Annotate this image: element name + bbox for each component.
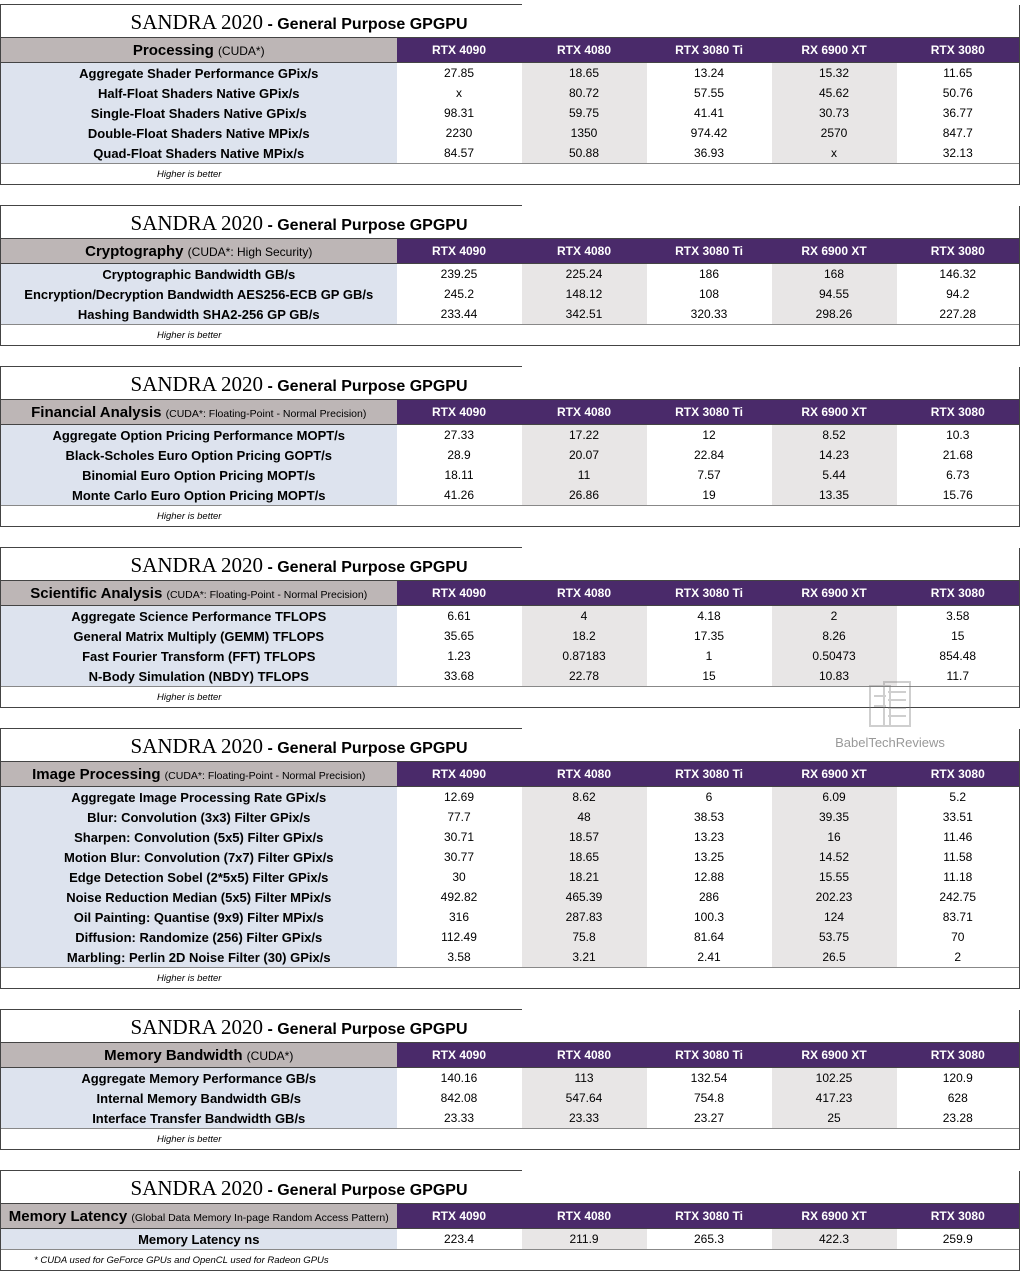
row-label: Oil Painting: Quantise (9x9) Filter MPix/s	[1, 907, 397, 927]
table-row	[1, 1068, 1020, 1089]
gpu-column-header: RX 6900 XT	[772, 400, 897, 425]
value-cell: 286	[647, 887, 772, 907]
table-row	[1, 83, 1020, 103]
higher-is-better-note: Higher is better	[157, 972, 222, 984]
section-title	[1, 1171, 522, 1204]
building-logo-icon	[870, 682, 910, 726]
value-cell: 3.58	[397, 947, 522, 968]
row-label: Aggregate Image Processing Rate GPix/s	[1, 787, 397, 808]
value-cell: 113	[522, 1068, 647, 1089]
row-label: Aggregate Option Pricing Performance MOPT/s	[1, 425, 397, 446]
gpu-column-header: RTX 4090	[397, 1043, 522, 1068]
title-main: SANDRA 2020	[130, 211, 263, 235]
section-name: Image Processing	[32, 765, 161, 783]
value-cell: 18.11	[397, 465, 522, 485]
value-cell: 41.41	[647, 103, 772, 123]
title-main: SANDRA 2020	[130, 734, 263, 758]
title-sub: - General Purpose GPGPU	[267, 1182, 468, 1199]
value-cell: 100.3	[647, 907, 772, 927]
value-cell: 12.69	[397, 787, 522, 808]
table-row	[1, 1229, 1020, 1250]
value-cell: 13.25	[647, 847, 772, 867]
value-cell: 10.83	[772, 666, 897, 687]
value-cell: 57.55	[647, 83, 772, 103]
value-cell: 14.52	[772, 847, 897, 867]
section-title	[1, 548, 522, 581]
gpu-column-header: RTX 3080 Ti	[647, 1204, 772, 1229]
value-cell: 124	[772, 907, 897, 927]
table-row	[1, 606, 1020, 627]
value-cell: 83.71	[897, 907, 1020, 927]
value-cell: 974.42	[647, 123, 772, 143]
table-row	[1, 63, 1020, 84]
row-label: Black-Scholes Euro Option Pricing GOPT/s	[1, 445, 397, 465]
benchmark-table	[0, 1009, 1020, 1150]
value-cell: 50.76	[897, 83, 1020, 103]
value-cell: 59.75	[522, 103, 647, 123]
value-cell: 11.7	[897, 666, 1020, 687]
value-cell: 2	[772, 606, 897, 627]
table-row	[1, 1108, 1020, 1129]
value-cell: 186	[647, 264, 772, 285]
section-header	[1, 38, 397, 63]
row-label: Diffusion: Randomize (256) Filter GPix/s	[1, 927, 397, 947]
value-cell: 77.7	[397, 807, 522, 827]
value-cell: 320.33	[647, 304, 772, 325]
value-cell: 27.85	[397, 63, 522, 84]
section-name: Financial Analysis	[31, 403, 162, 421]
value-cell: 94.2	[897, 284, 1020, 304]
value-cell: 245.2	[397, 284, 522, 304]
table-row	[1, 847, 1020, 867]
value-cell: 98.31	[397, 103, 522, 123]
table-row	[1, 907, 1020, 927]
title-sub: - General Purpose GPGPU	[267, 559, 468, 576]
value-cell: 547.64	[522, 1088, 647, 1108]
table-row	[1, 887, 1020, 907]
table-row	[1, 807, 1020, 827]
value-cell: 12.88	[647, 867, 772, 887]
value-cell: 17.35	[647, 626, 772, 646]
value-cell: 94.55	[772, 284, 897, 304]
value-cell: 26.86	[522, 485, 647, 506]
section-header	[1, 400, 397, 425]
value-cell: 223.4	[397, 1229, 522, 1250]
section-name: Scientific Analysis	[30, 584, 163, 602]
benchmark-table	[0, 728, 1020, 989]
title-main: SANDRA 2020	[130, 372, 263, 396]
higher-is-better-note: Higher is better	[157, 329, 222, 341]
row-label: Memory Latency ns	[1, 1229, 397, 1250]
gpu-column-header: RTX 4080	[522, 1043, 647, 1068]
value-cell: 8.26	[772, 626, 897, 646]
gpu-column-header: RTX 3080	[897, 239, 1020, 264]
value-cell: 22.78	[522, 666, 647, 687]
table-row	[1, 867, 1020, 887]
value-cell: 17.22	[522, 425, 647, 446]
gpu-column-header: RX 6900 XT	[772, 762, 897, 787]
value-cell: 6	[647, 787, 772, 808]
value-cell: 23.33	[397, 1108, 522, 1129]
row-label: Blur: Convolution (3x3) Filter GPix/s	[1, 807, 397, 827]
section-header	[1, 239, 397, 264]
gpu-column-header: RX 6900 XT	[772, 1204, 897, 1229]
value-cell: 15	[897, 626, 1020, 646]
value-cell: 39.35	[772, 807, 897, 827]
value-cell: 80.72	[522, 83, 647, 103]
value-cell: 13.35	[772, 485, 897, 506]
value-cell: 140.16	[397, 1068, 522, 1089]
row-label: Binomial Euro Option Pricing MOPT/s	[1, 465, 397, 485]
row-label: Motion Blur: Convolution (7x7) Filter GPix/s	[1, 847, 397, 867]
value-cell: 754.8	[647, 1088, 772, 1108]
gpu-column-header: RTX 4090	[397, 581, 522, 606]
higher-is-better-note: Higher is better	[157, 1133, 222, 1145]
section-header	[1, 1204, 397, 1229]
value-cell: 11.46	[897, 827, 1020, 847]
value-cell: 0.50473	[772, 646, 897, 666]
value-cell: 50.88	[522, 143, 647, 164]
title-sub: - General Purpose GPGPU	[267, 1021, 468, 1038]
gpu-column-header: RX 6900 XT	[772, 239, 897, 264]
value-cell: 146.32	[897, 264, 1020, 285]
value-cell: 7.57	[647, 465, 772, 485]
value-cell: 6.73	[897, 465, 1020, 485]
value-cell: 239.25	[397, 264, 522, 285]
value-cell: 1	[647, 646, 772, 666]
row-label: Hashing Bandwidth SHA2-256 GP GB/s	[1, 304, 397, 325]
watermark-text: BabelTechReviews	[835, 735, 945, 750]
table-row	[1, 465, 1020, 485]
row-label: Interface Transfer Bandwidth GB/s	[1, 1108, 397, 1129]
value-cell: 70	[897, 927, 1020, 947]
title-sub: - General Purpose GPGPU	[267, 217, 468, 234]
value-cell: 148.12	[522, 284, 647, 304]
value-cell: 120.9	[897, 1068, 1020, 1089]
value-cell: 1.23	[397, 646, 522, 666]
section-header	[1, 581, 397, 606]
row-label: N-Body Simulation (NBDY) TFLOPS	[1, 666, 397, 687]
value-cell: 842.08	[397, 1088, 522, 1108]
row-label: Monte Carlo Euro Option Pricing MOPT/s	[1, 485, 397, 506]
benchmark-table	[0, 366, 1020, 527]
value-cell: 18.21	[522, 867, 647, 887]
value-cell: 15.55	[772, 867, 897, 887]
row-label: Aggregate Science Performance TFLOPS	[1, 606, 397, 627]
value-cell: 11.65	[897, 63, 1020, 84]
value-cell: 30.73	[772, 103, 897, 123]
table-row	[1, 927, 1020, 947]
value-cell: 2570	[772, 123, 897, 143]
row-label: Edge Detection Sobel (2*5x5) Filter GPix/s	[1, 867, 397, 887]
table-row	[1, 827, 1020, 847]
table-row	[1, 123, 1020, 143]
section-name: Processing	[132, 41, 214, 59]
title-sub: - General Purpose GPGPU	[267, 16, 468, 33]
gpu-column-header: RTX 3080	[897, 1204, 1020, 1229]
row-label: Noise Reduction Median (5x5) Filter MPix/s	[1, 887, 397, 907]
value-cell: 854.48	[897, 646, 1020, 666]
table-row	[1, 445, 1020, 465]
title-main: SANDRA 2020	[130, 553, 263, 577]
section-note: (CUDA*)	[246, 1048, 294, 1063]
value-cell: 6.61	[397, 606, 522, 627]
value-cell: 2.41	[647, 947, 772, 968]
gpu-column-header: RTX 3080	[897, 1043, 1020, 1068]
table-row	[1, 284, 1020, 304]
gpu-column-header: RTX 4080	[522, 400, 647, 425]
value-cell: 16	[772, 827, 897, 847]
section-name: Memory Bandwidth	[104, 1046, 243, 1064]
value-cell: 41.26	[397, 485, 522, 506]
title-sub: - General Purpose GPGPU	[267, 378, 468, 395]
value-cell: 84.57	[397, 143, 522, 164]
value-cell: 30	[397, 867, 522, 887]
value-cell: 45.62	[772, 83, 897, 103]
row-label: Cryptographic Bandwidth GB/s	[1, 264, 397, 285]
value-cell: 847.7	[897, 123, 1020, 143]
value-cell: 342.51	[522, 304, 647, 325]
row-label: General Matrix Multiply (GEMM) TFLOPS	[1, 626, 397, 646]
title-main: SANDRA 2020	[130, 1015, 263, 1039]
value-cell: 75.8	[522, 927, 647, 947]
value-cell: 422.3	[772, 1229, 897, 1250]
value-cell: 36.77	[897, 103, 1020, 123]
gpu-column-header: RTX 3080	[897, 762, 1020, 787]
value-cell: 48	[522, 807, 647, 827]
gpu-column-header: RTX 3080 Ti	[647, 581, 772, 606]
value-cell: 21.68	[897, 445, 1020, 465]
gpu-column-header: RTX 3080 Ti	[647, 1043, 772, 1068]
gpu-column-header: RTX 4080	[522, 762, 647, 787]
value-cell: 11.58	[897, 847, 1020, 867]
section-name: Cryptography	[85, 242, 184, 260]
value-cell: 287.83	[522, 907, 647, 927]
value-cell: 33.68	[397, 666, 522, 687]
gpu-column-header: RTX 3080 Ti	[647, 762, 772, 787]
value-cell: 15.76	[897, 485, 1020, 506]
row-label: Internal Memory Bandwidth GB/s	[1, 1088, 397, 1108]
gpu-column-header: RX 6900 XT	[772, 38, 897, 63]
gpu-column-header: RTX 3080 Ti	[647, 38, 772, 63]
value-cell: 25	[772, 1108, 897, 1129]
value-cell: 14.23	[772, 445, 897, 465]
row-label: Quad-Float Shaders Native MPix/s	[1, 143, 397, 164]
value-cell: 298.26	[772, 304, 897, 325]
gpu-column-header: RTX 4080	[522, 239, 647, 264]
value-cell: 202.23	[772, 887, 897, 907]
benchmark-table	[0, 205, 1020, 346]
value-cell: 225.24	[522, 264, 647, 285]
row-label: Single-Float Shaders Native GPix/s	[1, 103, 397, 123]
value-cell: 18.65	[522, 63, 647, 84]
value-cell: 242.75	[897, 887, 1020, 907]
table-row	[1, 626, 1020, 646]
value-cell: 2230	[397, 123, 522, 143]
value-cell: 3.58	[897, 606, 1020, 627]
value-cell: 168	[772, 264, 897, 285]
value-cell: 20.07	[522, 445, 647, 465]
gpu-column-header: RTX 4080	[522, 38, 647, 63]
section-name: Memory Latency	[8, 1207, 128, 1225]
value-cell: 36.93	[647, 143, 772, 164]
value-cell: 4	[522, 606, 647, 627]
table-row	[1, 143, 1020, 164]
gpu-column-header: RTX 4090	[397, 38, 522, 63]
value-cell: 30.77	[397, 847, 522, 867]
value-cell: 492.82	[397, 887, 522, 907]
value-cell: 19	[647, 485, 772, 506]
gpu-column-header: RTX 3080	[897, 581, 1020, 606]
title-sub: - General Purpose GPGPU	[267, 740, 468, 757]
section-note: (CUDA*)	[217, 43, 265, 58]
value-cell: 259.9	[897, 1229, 1020, 1250]
gpu-column-header: RTX 4080	[522, 581, 647, 606]
value-cell: 38.53	[647, 807, 772, 827]
value-cell: 316	[397, 907, 522, 927]
value-cell: 465.39	[522, 887, 647, 907]
value-cell: 27.33	[397, 425, 522, 446]
value-cell: 22.84	[647, 445, 772, 465]
value-cell: 13.23	[647, 827, 772, 847]
higher-is-better-note: Higher is better	[157, 168, 222, 180]
section-note: (CUDA*: Floating-Point - Normal Precision)	[164, 769, 366, 782]
value-cell: 32.13	[897, 143, 1020, 164]
benchmark-table	[0, 1170, 1020, 1271]
gpu-column-header: RTX 4090	[397, 400, 522, 425]
value-cell: 108	[647, 284, 772, 304]
value-cell: 112.49	[397, 927, 522, 947]
value-cell: 30.71	[397, 827, 522, 847]
value-cell: 0.87183	[522, 646, 647, 666]
value-cell: x	[397, 83, 522, 103]
table-row	[1, 425, 1020, 446]
value-cell: 15.32	[772, 63, 897, 84]
value-cell: 18.2	[522, 626, 647, 646]
row-label: Encryption/Decryption Bandwidth AES256-ECB GP GB/s	[1, 284, 397, 304]
table-row	[1, 485, 1020, 506]
value-cell: 28.9	[397, 445, 522, 465]
babeltechreviews-watermark	[820, 680, 960, 755]
gpu-column-header: RTX 3080	[897, 400, 1020, 425]
row-label: Double-Float Shaders Native MPix/s	[1, 123, 397, 143]
row-label: Aggregate Shader Performance GPix/s	[1, 63, 397, 84]
value-cell: 132.54	[647, 1068, 772, 1089]
row-label: Half-Float Shaders Native GPix/s	[1, 83, 397, 103]
value-cell: 2	[897, 947, 1020, 968]
row-label: Fast Fourier Transform (FFT) TFLOPS	[1, 646, 397, 666]
value-cell: 12	[647, 425, 772, 446]
gpu-column-header: RTX 4090	[397, 762, 522, 787]
gpu-column-header: RTX 4080	[522, 1204, 647, 1229]
gpu-column-header: RTX 3080 Ti	[647, 400, 772, 425]
gpu-column-header: RTX 4090	[397, 239, 522, 264]
section-title	[1, 1010, 522, 1043]
value-cell: 417.23	[772, 1088, 897, 1108]
table-row	[1, 264, 1020, 285]
value-cell: 26.5	[772, 947, 897, 968]
section-note: (CUDA*: Floating-Point - Normal Precision)	[165, 407, 367, 420]
section-title	[1, 367, 522, 400]
gpu-column-header: RX 6900 XT	[772, 1043, 897, 1068]
gpu-column-header: RTX 3080	[897, 38, 1020, 63]
value-cell: 8.62	[522, 787, 647, 808]
value-cell: 5.44	[772, 465, 897, 485]
table-row	[1, 646, 1020, 666]
table-row	[1, 304, 1020, 325]
value-cell: 13.24	[647, 63, 772, 84]
value-cell: 628	[897, 1088, 1020, 1108]
value-cell: 53.75	[772, 927, 897, 947]
section-note: (CUDA*: High Security)	[187, 244, 313, 259]
row-label: Sharpen: Convolution (5x5) Filter GPix/s	[1, 827, 397, 847]
value-cell: 102.25	[772, 1068, 897, 1089]
value-cell: 5.2	[897, 787, 1020, 808]
value-cell: 1350	[522, 123, 647, 143]
table-row	[1, 1088, 1020, 1108]
value-cell: 15	[647, 666, 772, 687]
section-note: (Global Data Memory In-page Random Access Pattern)	[131, 1211, 389, 1224]
value-cell: 33.51	[897, 807, 1020, 827]
value-cell: 18.65	[522, 847, 647, 867]
value-cell: 23.27	[647, 1108, 772, 1129]
title-main: SANDRA 2020	[130, 1176, 263, 1200]
value-cell: 3.21	[522, 947, 647, 968]
value-cell: 233.44	[397, 304, 522, 325]
section-note: (CUDA*: Floating-Point - Normal Precision)	[166, 588, 368, 601]
value-cell: 265.3	[647, 1229, 772, 1250]
section-title	[1, 206, 522, 239]
section-title	[1, 729, 522, 762]
value-cell: 81.64	[647, 927, 772, 947]
value-cell: 18.57	[522, 827, 647, 847]
table-row	[1, 947, 1020, 968]
footnote: * CUDA used for GeForce GPUs and OpenCL used for Radeon GPUs	[34, 1254, 329, 1266]
value-cell: 211.9	[522, 1229, 647, 1250]
value-cell: 227.28	[897, 304, 1020, 325]
gpu-column-header: RTX 3080 Ti	[647, 239, 772, 264]
section-header	[1, 762, 397, 787]
value-cell: 35.65	[397, 626, 522, 646]
value-cell: 8.52	[772, 425, 897, 446]
table-row	[1, 103, 1020, 123]
value-cell: x	[772, 143, 897, 164]
section-header	[1, 1043, 397, 1068]
value-cell: 23.33	[522, 1108, 647, 1129]
row-label: Aggregate Memory Performance GB/s	[1, 1068, 397, 1089]
value-cell: 10.3	[897, 425, 1020, 446]
value-cell: 4.18	[647, 606, 772, 627]
value-cell: 11.18	[897, 867, 1020, 887]
higher-is-better-note: Higher is better	[157, 510, 222, 522]
value-cell: 11	[522, 465, 647, 485]
row-label: Marbling: Perlin 2D Noise Filter (30) GPix/s	[1, 947, 397, 968]
section-title	[1, 5, 522, 38]
title-main: SANDRA 2020	[130, 10, 263, 34]
table-row	[1, 787, 1020, 808]
value-cell: 6.09	[772, 787, 897, 808]
gpu-column-header: RTX 4090	[397, 1204, 522, 1229]
benchmark-table	[0, 4, 1020, 185]
gpu-column-header: RX 6900 XT	[772, 581, 897, 606]
value-cell: 23.28	[897, 1108, 1020, 1129]
higher-is-better-note: Higher is better	[157, 691, 222, 703]
